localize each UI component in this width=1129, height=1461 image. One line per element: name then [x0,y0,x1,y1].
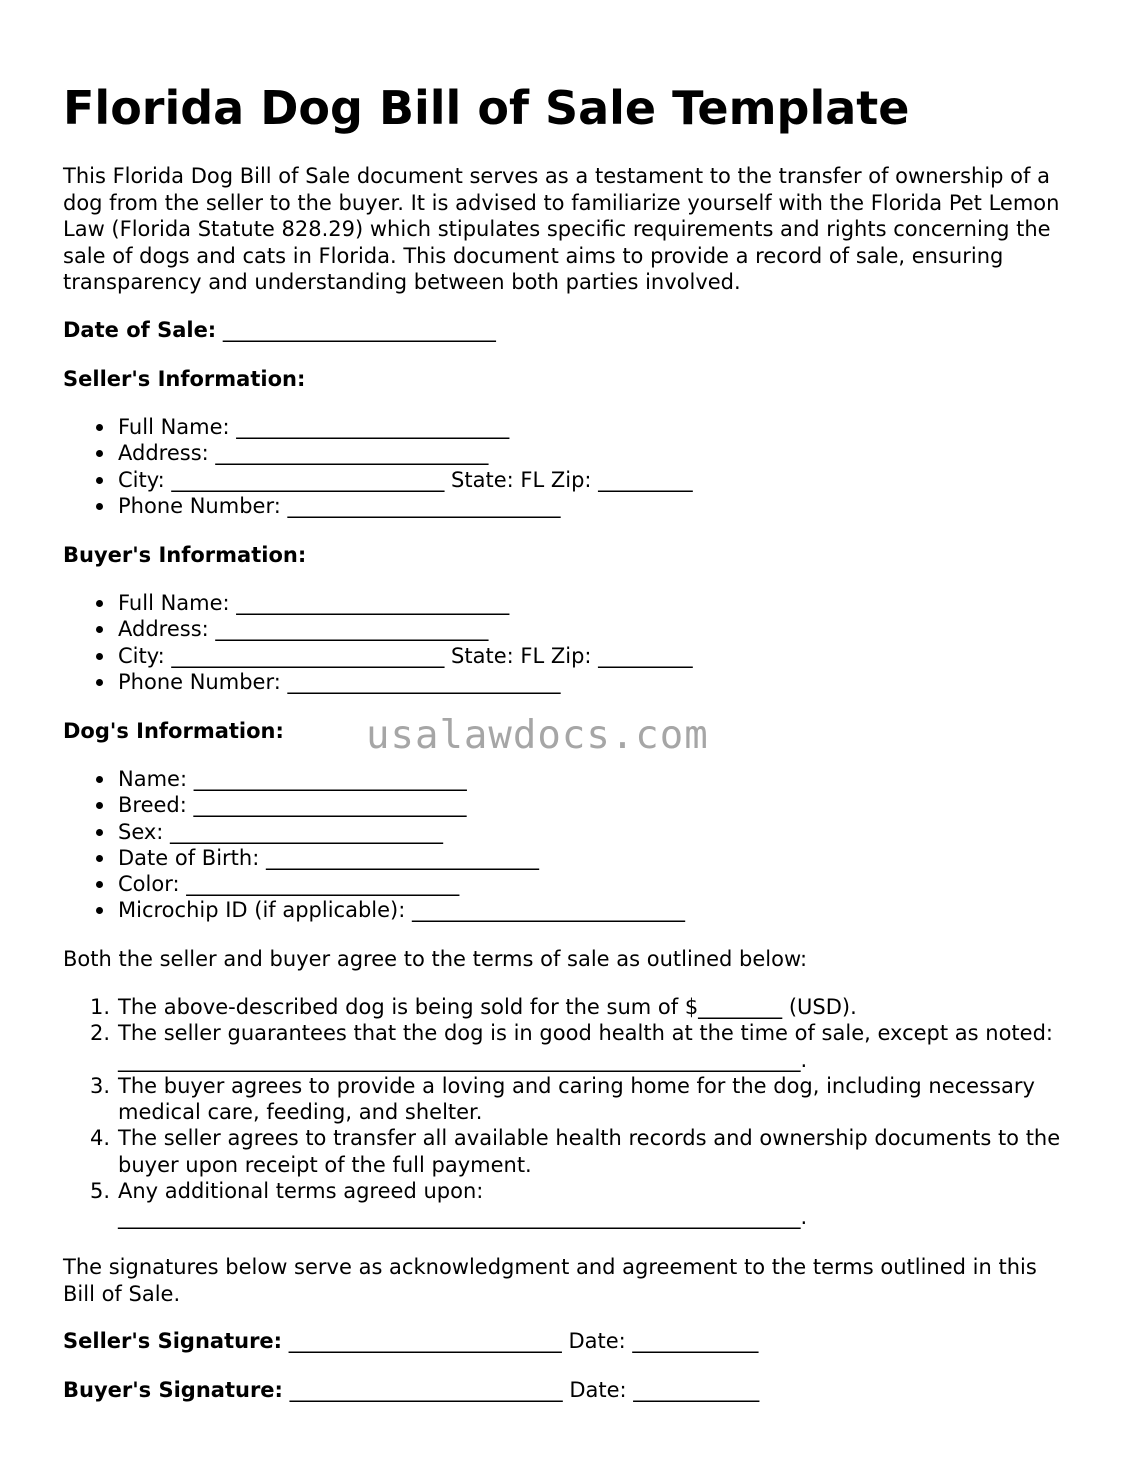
term-item [90,1178,1073,1231]
signatures-intro: The signatures below serve as acknowledgment and agreement to the terms outlined in this Bill of Sale. [63,1255,1037,1306]
seller-signature-label: Seller's Signature: [63,1329,283,1353]
buyer-field-phone: Phone Number: __________________________ [118,669,693,695]
term-text: The seller agrees to transfer all available health records and ownership documents to the buyer upon receipt of the full payment. [118,1126,1061,1177]
terms-intro: Both the seller and buyer agree to the terms of sale as outlined below: [63,947,808,971]
date-of-sale-blank: __________________________ [222,318,496,342]
dog-field-sex: Sex: __________________________ [118,819,685,845]
term-text: The buyer agrees to provide a loving and caring home for the dog, including necessary medical care, feeding, and shelter. [118,1073,1035,1125]
buyer-field-city-state-zip: City: __________________________ State: FL Zip: _________ [118,643,693,668]
dog-field-microchip-id: Microchip ID (if applicable): __________________________ [118,898,685,923]
dog-fields-list [118,766,685,924]
buyer-field-address: Address: __________________________ [118,616,693,642]
seller-fields-list [118,414,693,519]
term-item [90,1125,1073,1178]
terms-list [90,994,1073,1231]
term-number: 4. [90,1126,111,1151]
dog-field-color: Color: __________________________ [118,871,685,897]
dog-field-name: Name: __________________________ [118,766,685,792]
watermark-text: usalawdocs.com [366,713,709,758]
document-title: Florida Dog Bill of Sale Template [63,81,910,135]
date-of-sale-line [63,317,496,344]
seller-heading: Seller's Information: [63,367,306,391]
seller-field-city-state-zip: City: __________________________ State: FL Zip: _________ [118,467,693,492]
buyer-field-full-name: Full Name: __________________________ [118,590,693,616]
seller-signature-blanks: __________________________ Date: ____________ [288,1329,759,1353]
seller-field-phone: Phone Number: __________________________ [118,493,693,519]
term-text: Any additional terms agreed upon: _________________________________________________________________. [118,1179,808,1230]
term-number: 2. [90,1021,111,1046]
term-item [90,994,1073,1020]
buyer-fields-list [118,590,693,695]
buyer-heading: Buyer's Information: [63,543,307,567]
seller-field-full-name: Full Name: __________________________ [118,414,693,440]
dog-heading: Dog's Information: [63,719,284,743]
term-number: 3. [90,1073,111,1098]
term-item [90,1020,1073,1073]
buyer-signature-line [63,1377,759,1404]
dog-field-breed: Breed: __________________________ [118,792,685,818]
buyer-signature-label: Buyer's Signature: [63,1378,283,1402]
seller-signature-line [63,1328,758,1355]
term-number: 1. [90,995,111,1019]
buyer-signature-blanks: __________________________ Date: ____________ [289,1378,760,1402]
term-text: The seller guarantees that the dog is in good health at the time of sale, except as noted: _________________________________________________________________. [118,1021,1053,1072]
term-number: 5. [90,1179,111,1204]
seller-field-address: Address: __________________________ [118,440,693,466]
term-item [90,1073,1073,1126]
date-of-sale-label: Date of Sale: [63,318,217,342]
dog-field-date-of-birth: Date of Birth: __________________________ [118,845,685,871]
intro-paragraph: This Florida Dog Bill of Sale document serves as a testament to the transfer of ownership of a dog from the seller to the buyer. It is advised to familiarize yourself with the Florida Pet Lemon Law (Florida Statute 828.29) which stipulates specific requirements and rights concerning the sale of dogs and cats in Florida. This document aims to provide a record of sale, ensuring transparency and understanding between both parties involved. [63,164,1060,294]
term-text: The above-described dog is being sold for the sum of $________ (USD). [118,995,857,1019]
